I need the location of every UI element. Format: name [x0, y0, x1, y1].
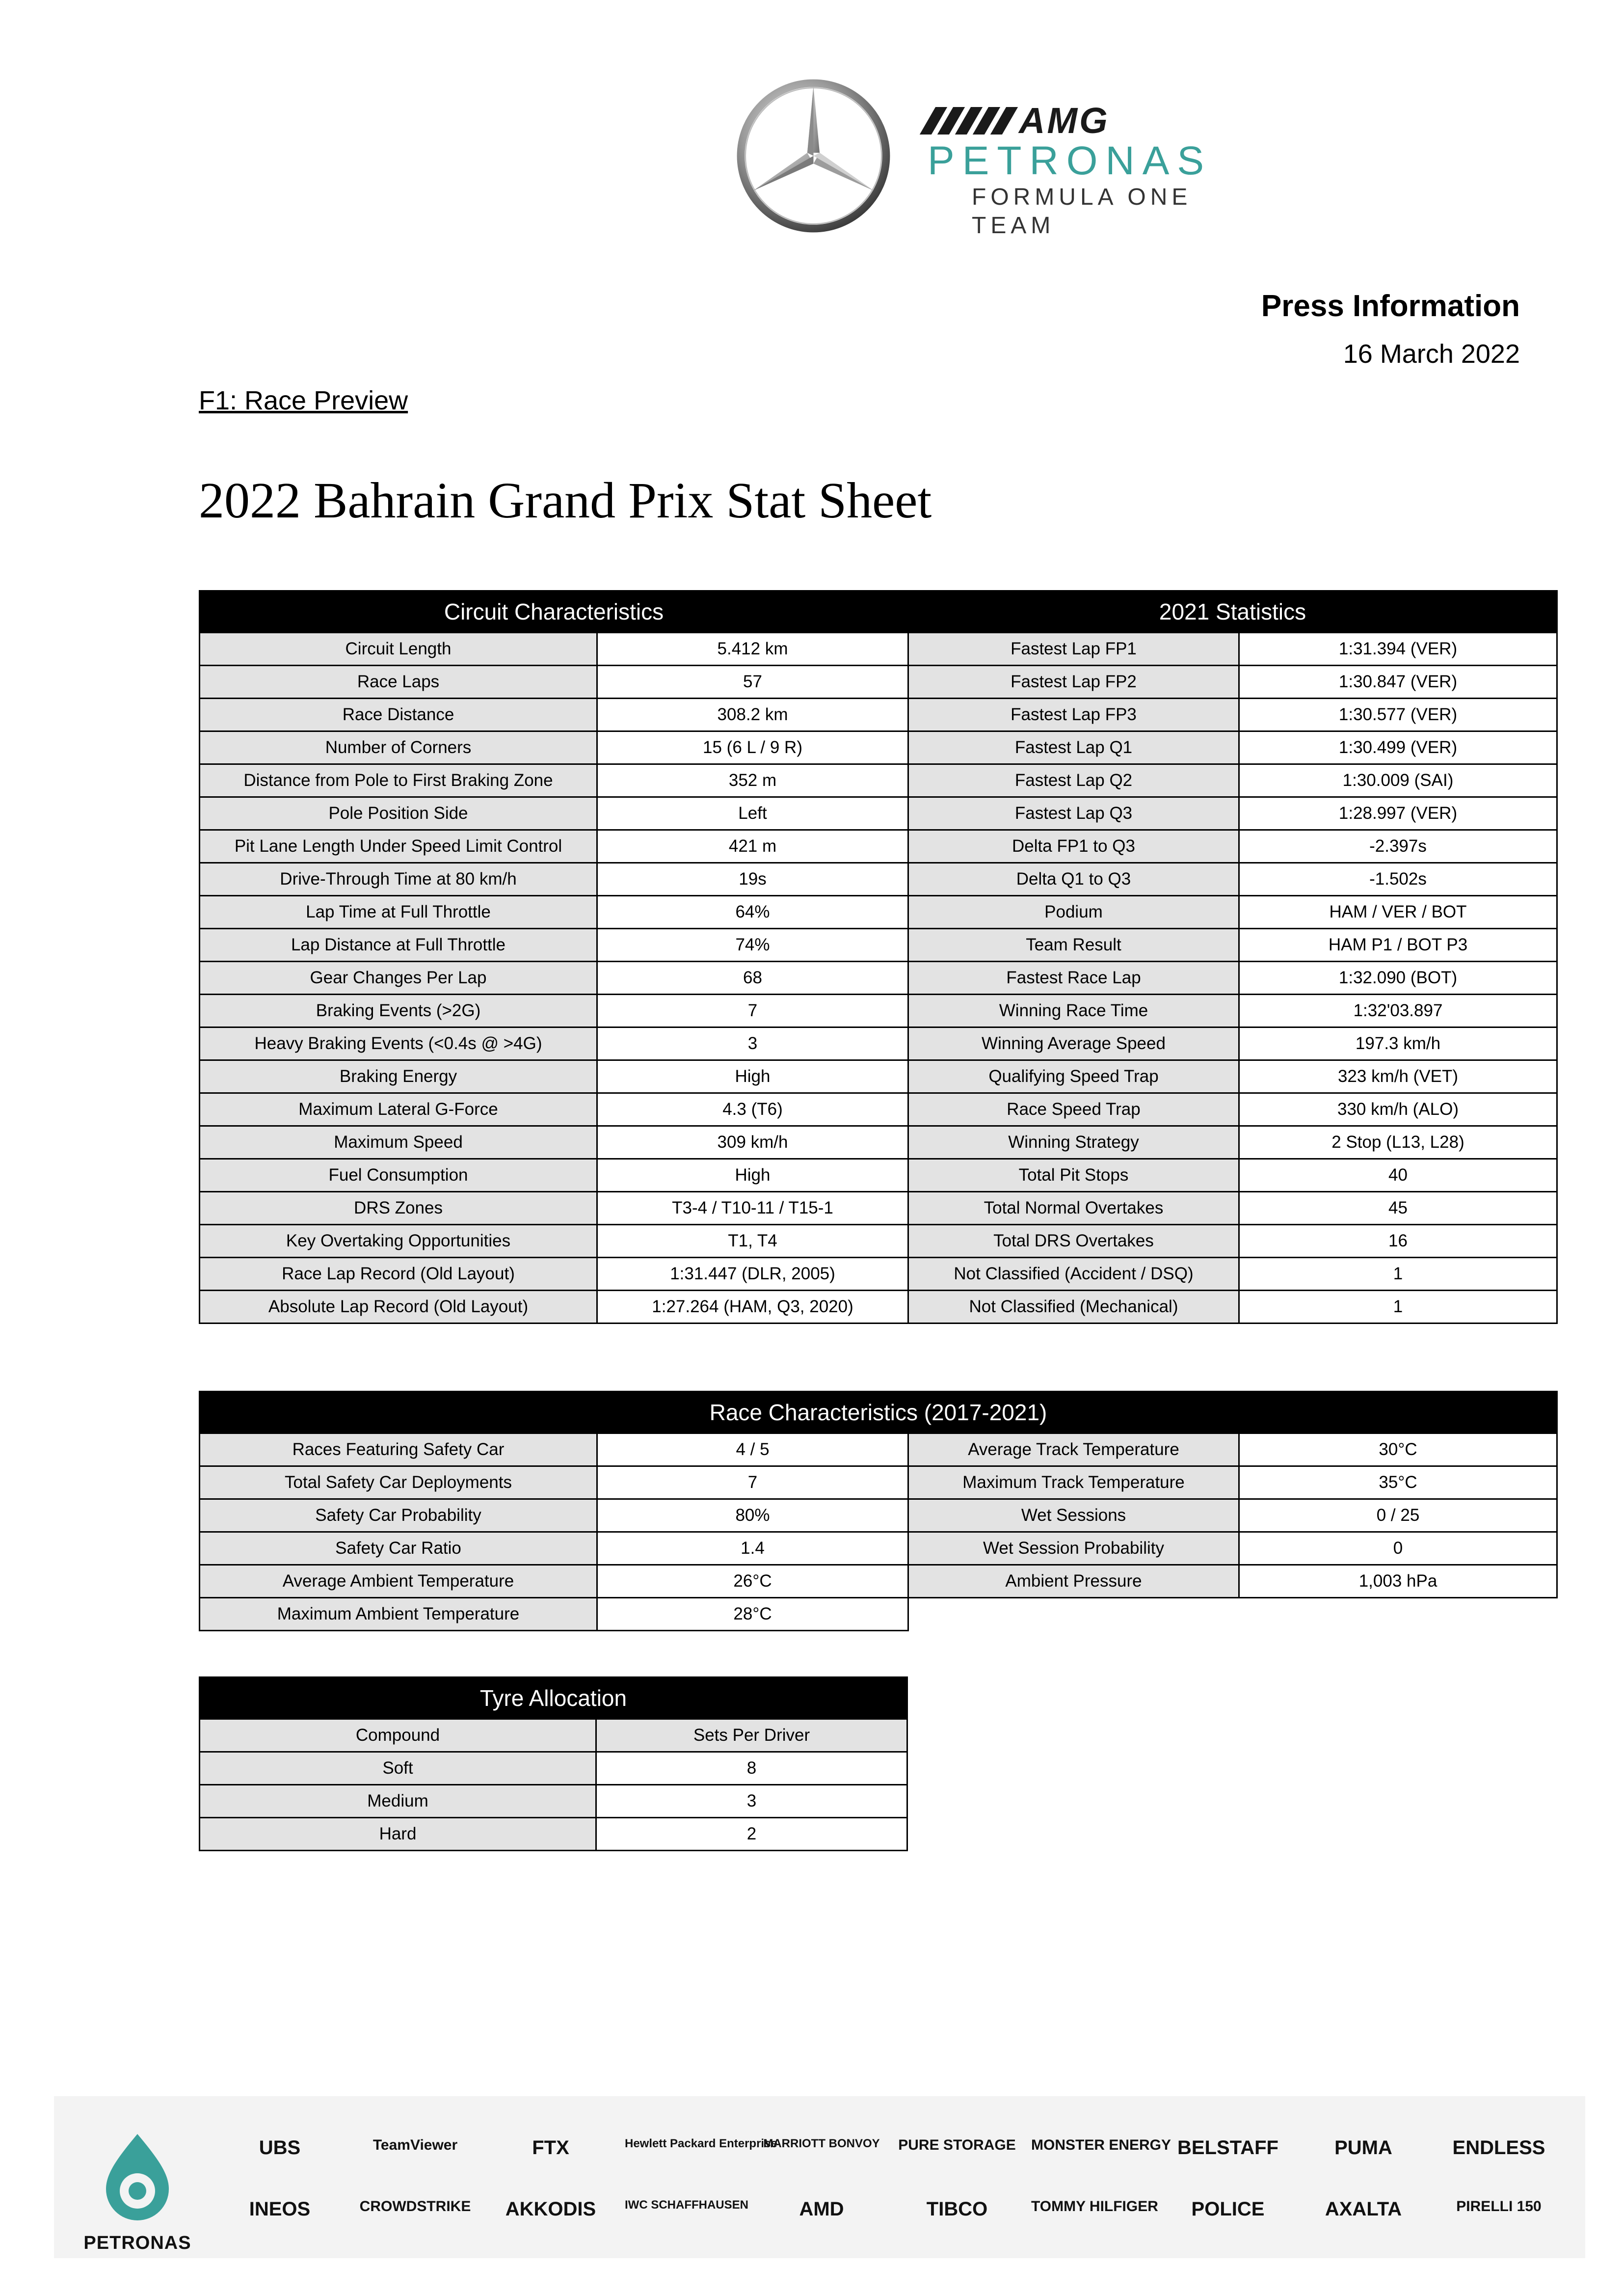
race-label-cell: Wet Sessions: [908, 1499, 1239, 1532]
stat-2021-value-cell: HAM P1 / BOT P3: [1239, 929, 1557, 962]
table-row: [200, 1291, 1557, 1324]
circuit-value-cell: 74%: [597, 929, 908, 962]
stat-2021-value-cell: 330 km/h (ALO): [1239, 1093, 1557, 1126]
sponsor-logo-ineos: INEOS: [249, 2198, 311, 2220]
stat-2021-value-cell: -2.397s: [1239, 830, 1557, 863]
table-row: [200, 1192, 1557, 1225]
circuit-label-cell: Fuel Consumption: [200, 1159, 597, 1192]
table-row: [200, 1598, 1557, 1631]
sponsor-logo-police: POLICE: [1191, 2198, 1265, 2220]
stat-2021-label-cell: Fastest Lap Q3: [908, 797, 1239, 830]
sponsor-logo-pure-storage: PURE STORAGE: [898, 2137, 1016, 2153]
sponsor-logo-monster-energy: MONSTER ENERGY: [1031, 2137, 1171, 2153]
circuit-label-cell: DRS Zones: [200, 1192, 597, 1225]
race-value-cell: 7: [597, 1466, 908, 1499]
circuit-table-body: [200, 633, 1557, 1324]
stat-2021-value-cell: 1:31.394 (VER): [1239, 633, 1557, 666]
tyre-sets-cell: 3: [596, 1785, 907, 1818]
sponsor-footer: [54, 2096, 1585, 2258]
tyre-allocation-header: Tyre Allocation: [200, 1677, 907, 1719]
statistics-2021-header: 2021 Statistics: [908, 591, 1557, 633]
tyre-table-body: [200, 1752, 907, 1851]
stat-2021-value-cell: 1:30.009 (SAI): [1239, 764, 1557, 797]
stat-2021-value-cell: 1:30.499 (VER): [1239, 731, 1557, 764]
stat-2021-label-cell: Delta Q1 to Q3: [908, 863, 1239, 896]
sponsor-logo-puma: PUMA: [1334, 2137, 1392, 2159]
circuit-label-cell: Pole Position Side: [200, 797, 597, 830]
table-row: [200, 929, 1557, 962]
table-row: [200, 1818, 907, 1851]
race-label-cell: Average Track Temperature: [908, 1433, 1239, 1466]
tyre-sets-cell: 8: [596, 1752, 907, 1785]
circuit-label-cell: Heavy Braking Events (<0.4s @ >4G): [200, 1027, 597, 1060]
compound-column-header: Compound: [200, 1719, 596, 1752]
race-value-cell: 80%: [597, 1499, 908, 1532]
stat-2021-value-cell: 323 km/h (VET): [1239, 1060, 1557, 1093]
stat-2021-label-cell: Total DRS Overtakes: [908, 1225, 1239, 1258]
sponsor-logo-ubs: UBS: [259, 2137, 301, 2159]
table-row: [200, 896, 1557, 929]
stat-2021-label-cell: Delta FP1 to Q3: [908, 830, 1239, 863]
sponsor-logo-crowdstrike: CROWDSTRIKE: [359, 2198, 471, 2215]
team-wordmark-logo: [928, 100, 1242, 240]
empty-cell: [908, 1598, 1239, 1631]
circuit-label-cell: Absolute Lap Record (Old Layout): [200, 1291, 597, 1324]
circuit-value-cell: 309 km/h: [597, 1126, 908, 1159]
circuit-value-cell: 1:27.264 (HAM, Q3, 2020): [597, 1291, 908, 1324]
sponsor-logo-belstaff: BELSTAFF: [1177, 2137, 1278, 2159]
stat-2021-label-cell: Qualifying Speed Trap: [908, 1060, 1239, 1093]
empty-cell: [1239, 1598, 1557, 1631]
circuit-value-cell: Left: [597, 797, 908, 830]
race-label-cell: Races Featuring Safety Car: [200, 1433, 597, 1466]
table-row: [200, 962, 1557, 995]
sponsor-logo-tommy-hilfiger: TOMMY HILFIGER: [1031, 2198, 1158, 2215]
circuit-label-cell: Maximum Speed: [200, 1126, 597, 1159]
section-label: F1: Race Preview: [199, 386, 408, 415]
sponsor-logo-amd: AMD: [799, 2198, 844, 2220]
circuit-label-cell: Pit Lane Length Under Speed Limit Control: [200, 830, 597, 863]
race-label-cell: Ambient Pressure: [908, 1565, 1239, 1598]
circuit-value-cell: 421 m: [597, 830, 908, 863]
circuit-label-cell: Lap Time at Full Throttle: [200, 896, 597, 929]
table-row: [200, 863, 1557, 896]
table-row: [200, 764, 1557, 797]
formula-one-team-text: FORMULA ONE TEAM: [972, 184, 1192, 239]
sponsor-logo-ftx: FTX: [532, 2137, 569, 2159]
race-label-cell: Wet Session Probability: [908, 1532, 1239, 1565]
stat-2021-label-cell: Total Pit Stops: [908, 1159, 1239, 1192]
stat-2021-value-cell: 197.3 km/h: [1239, 1027, 1557, 1060]
table-row: [200, 633, 1557, 666]
table-row: [200, 1258, 1557, 1291]
sponsor-logo-iwc-schaffhausen: IWC SCHAFFHAUSEN: [625, 2198, 748, 2212]
stat-2021-value-cell: 1:32.090 (BOT): [1239, 962, 1557, 995]
circuit-value-cell: 64%: [597, 896, 908, 929]
circuit-label-cell: Braking Events (>2G): [200, 995, 597, 1027]
table-row: [200, 1752, 907, 1785]
table-row: [200, 1027, 1557, 1060]
stat-2021-label-cell: Winning Average Speed: [908, 1027, 1239, 1060]
race-value-cell: 0: [1239, 1532, 1557, 1565]
sponsor-logo-marriott-bonvoy: MARRIOTT BONVOY: [763, 2137, 880, 2150]
race-value-cell: 1,003 hPa: [1239, 1565, 1557, 1598]
table-row: [200, 1532, 1557, 1565]
circuit-label-cell: Race Lap Record (Old Layout): [200, 1258, 597, 1291]
race-label-cell: Maximum Track Temperature: [908, 1466, 1239, 1499]
race-value-cell: 4 / 5: [597, 1433, 908, 1466]
table-row: [200, 1225, 1557, 1258]
race-label-cell: Average Ambient Temperature: [200, 1565, 597, 1598]
table-row: [200, 995, 1557, 1027]
stat-2021-label-cell: Team Result: [908, 929, 1239, 962]
circuit-value-cell: 57: [597, 666, 908, 699]
race-value-cell: 1.4: [597, 1532, 908, 1565]
document-title: 2022 Bahrain Grand Prix Stat Sheet: [199, 472, 932, 529]
mercedes-star-logo: [736, 79, 891, 233]
circuit-value-cell: 308.2 km: [597, 699, 908, 731]
table-row: [200, 699, 1557, 731]
circuit-label-cell: Race Distance: [200, 699, 597, 731]
race-value-cell: 0 / 25: [1239, 1499, 1557, 1532]
table-row: [200, 1060, 1557, 1093]
stat-2021-value-cell: 1: [1239, 1291, 1557, 1324]
circuit-label-cell: Gear Changes Per Lap: [200, 962, 597, 995]
stat-2021-value-cell: -1.502s: [1239, 863, 1557, 896]
stat-2021-label-cell: Winning Race Time: [908, 995, 1239, 1027]
table-row: [200, 1093, 1557, 1126]
table-row: [200, 1433, 1557, 1466]
table-row: [200, 1159, 1557, 1192]
stat-2021-value-cell: 2 Stop (L13, L28): [1239, 1126, 1557, 1159]
stat-2021-label-cell: Fastest Lap FP3: [908, 699, 1239, 731]
race-characteristics-table: [199, 1391, 1558, 1631]
race-value-cell: 35°C: [1239, 1466, 1557, 1499]
petronas-sponsor-logo: [81, 2128, 194, 2254]
race-value-cell: 30°C: [1239, 1433, 1557, 1466]
circuit-label-cell: Drive-Through Time at 80 km/h: [200, 863, 597, 896]
stat-2021-value-cell: 1:28.997 (VER): [1239, 797, 1557, 830]
petronas-drop-icon: [88, 2128, 186, 2226]
stat-2021-value-cell: 40: [1239, 1159, 1557, 1192]
sponsor-logo-hewlett-packard-enterprise: Hewlett Packard Enterprise: [625, 2137, 777, 2150]
sponsor-logo-akkodis: AKKODIS: [505, 2198, 596, 2220]
circuit-value-cell: High: [597, 1159, 908, 1192]
sponsor-logo-axalta: AXALTA: [1325, 2198, 1402, 2220]
stat-2021-label-cell: Winning Strategy: [908, 1126, 1239, 1159]
sponsor-logo-endless: ENDLESS: [1452, 2137, 1545, 2159]
circuit-value-cell: 68: [597, 962, 908, 995]
race-label-cell: Safety Car Probability: [200, 1499, 597, 1532]
sets-per-driver-column-header: Sets Per Driver: [596, 1719, 907, 1752]
table-row: [200, 1126, 1557, 1159]
race-table-body: [200, 1433, 1557, 1631]
table-row: [200, 1466, 1557, 1499]
circuit-value-cell: 19s: [597, 863, 908, 896]
table-row: [200, 797, 1557, 830]
table-row: [200, 830, 1557, 863]
stat-2021-label-cell: Fastest Lap FP2: [908, 666, 1239, 699]
stat-2021-value-cell: 1: [1239, 1258, 1557, 1291]
stat-2021-label-cell: Fastest Race Lap: [908, 962, 1239, 995]
tyre-column-header-row: [200, 1719, 907, 1752]
circuit-statistics-table: [199, 590, 1558, 1324]
press-date: 16 March 2022: [1343, 339, 1520, 369]
petronas-logo-text: PETRONAS: [928, 138, 1212, 183]
race-value-cell: 28°C: [597, 1598, 908, 1631]
stat-2021-value-cell: 1:32'03.897: [1239, 995, 1557, 1027]
circuit-label-cell: Distance from Pole to First Braking Zone: [200, 764, 597, 797]
amg-logo-text: AMG: [1019, 100, 1110, 141]
stat-2021-label-cell: Not Classified (Accident / DSQ): [908, 1258, 1239, 1291]
tyre-compound-cell: Soft: [200, 1752, 596, 1785]
table-row: [200, 666, 1557, 699]
stat-2021-value-cell: HAM / VER / BOT: [1239, 896, 1557, 929]
stat-2021-value-cell: 45: [1239, 1192, 1557, 1225]
circuit-value-cell: 15 (6 L / 9 R): [597, 731, 908, 764]
stat-2021-label-cell: Fastest Lap Q1: [908, 731, 1239, 764]
table-row: [200, 1499, 1557, 1532]
circuit-characteristics-header: Circuit Characteristics: [200, 591, 908, 633]
sponsor-logo-pirelli-150: PIRELLI 150: [1456, 2198, 1542, 2215]
circuit-label-cell: Maximum Lateral G-Force: [200, 1093, 597, 1126]
circuit-value-cell: 1:31.447 (DLR, 2005): [597, 1258, 908, 1291]
tyre-compound-cell: Hard: [200, 1818, 596, 1851]
press-information-heading: Press Information: [1261, 289, 1520, 323]
circuit-label-cell: Race Laps: [200, 666, 597, 699]
sponsor-logo-tibco: TIBCO: [926, 2198, 988, 2220]
stat-2021-label-cell: Podium: [908, 896, 1239, 929]
circuit-label-cell: Circuit Length: [200, 633, 597, 666]
tyre-allocation-table: [199, 1676, 908, 1851]
tyre-compound-cell: Medium: [200, 1785, 596, 1818]
sponsor-logo-teamviewer: TeamViewer: [372, 2137, 458, 2153]
amg-stripes-icon: [928, 107, 1010, 135]
circuit-label-cell: Key Overtaking Opportunities: [200, 1225, 597, 1258]
circuit-label-cell: Lap Distance at Full Throttle: [200, 929, 597, 962]
race-label-cell: Safety Car Ratio: [200, 1532, 597, 1565]
race-label-cell: Total Safety Car Deployments: [200, 1466, 597, 1499]
circuit-value-cell: 7: [597, 995, 908, 1027]
circuit-value-cell: T3-4 / T10-11 / T15-1: [597, 1192, 908, 1225]
circuit-value-cell: 3: [597, 1027, 908, 1060]
petronas-sponsor-label: PETRONAS: [83, 2233, 191, 2253]
race-value-cell: 26°C: [597, 1565, 908, 1598]
table-row: [200, 1565, 1557, 1598]
stat-2021-value-cell: 1:30.577 (VER): [1239, 699, 1557, 731]
stat-2021-label-cell: Fastest Lap FP1: [908, 633, 1239, 666]
race-label-cell: Maximum Ambient Temperature: [200, 1598, 597, 1631]
circuit-value-cell: 5.412 km: [597, 633, 908, 666]
stat-2021-value-cell: 16: [1239, 1225, 1557, 1258]
circuit-value-cell: T1, T4: [597, 1225, 908, 1258]
stat-2021-label-cell: Total Normal Overtakes: [908, 1192, 1239, 1225]
circuit-value-cell: 4.3 (T6): [597, 1093, 908, 1126]
table-row: [200, 1785, 907, 1818]
stat-2021-label-cell: Race Speed Trap: [908, 1093, 1239, 1126]
circuit-value-cell: 352 m: [597, 764, 908, 797]
stat-2021-label-cell: Fastest Lap Q2: [908, 764, 1239, 797]
stat-2021-label-cell: Not Classified (Mechanical): [908, 1291, 1239, 1324]
circuit-value-cell: High: [597, 1060, 908, 1093]
race-characteristics-header: Race Characteristics (2017-2021): [200, 1392, 1557, 1433]
tyre-sets-cell: 2: [596, 1818, 907, 1851]
stat-2021-value-cell: 1:30.847 (VER): [1239, 666, 1557, 699]
circuit-label-cell: Braking Energy: [200, 1060, 597, 1093]
circuit-label-cell: Number of Corners: [200, 731, 597, 764]
table-row: [200, 731, 1557, 764]
